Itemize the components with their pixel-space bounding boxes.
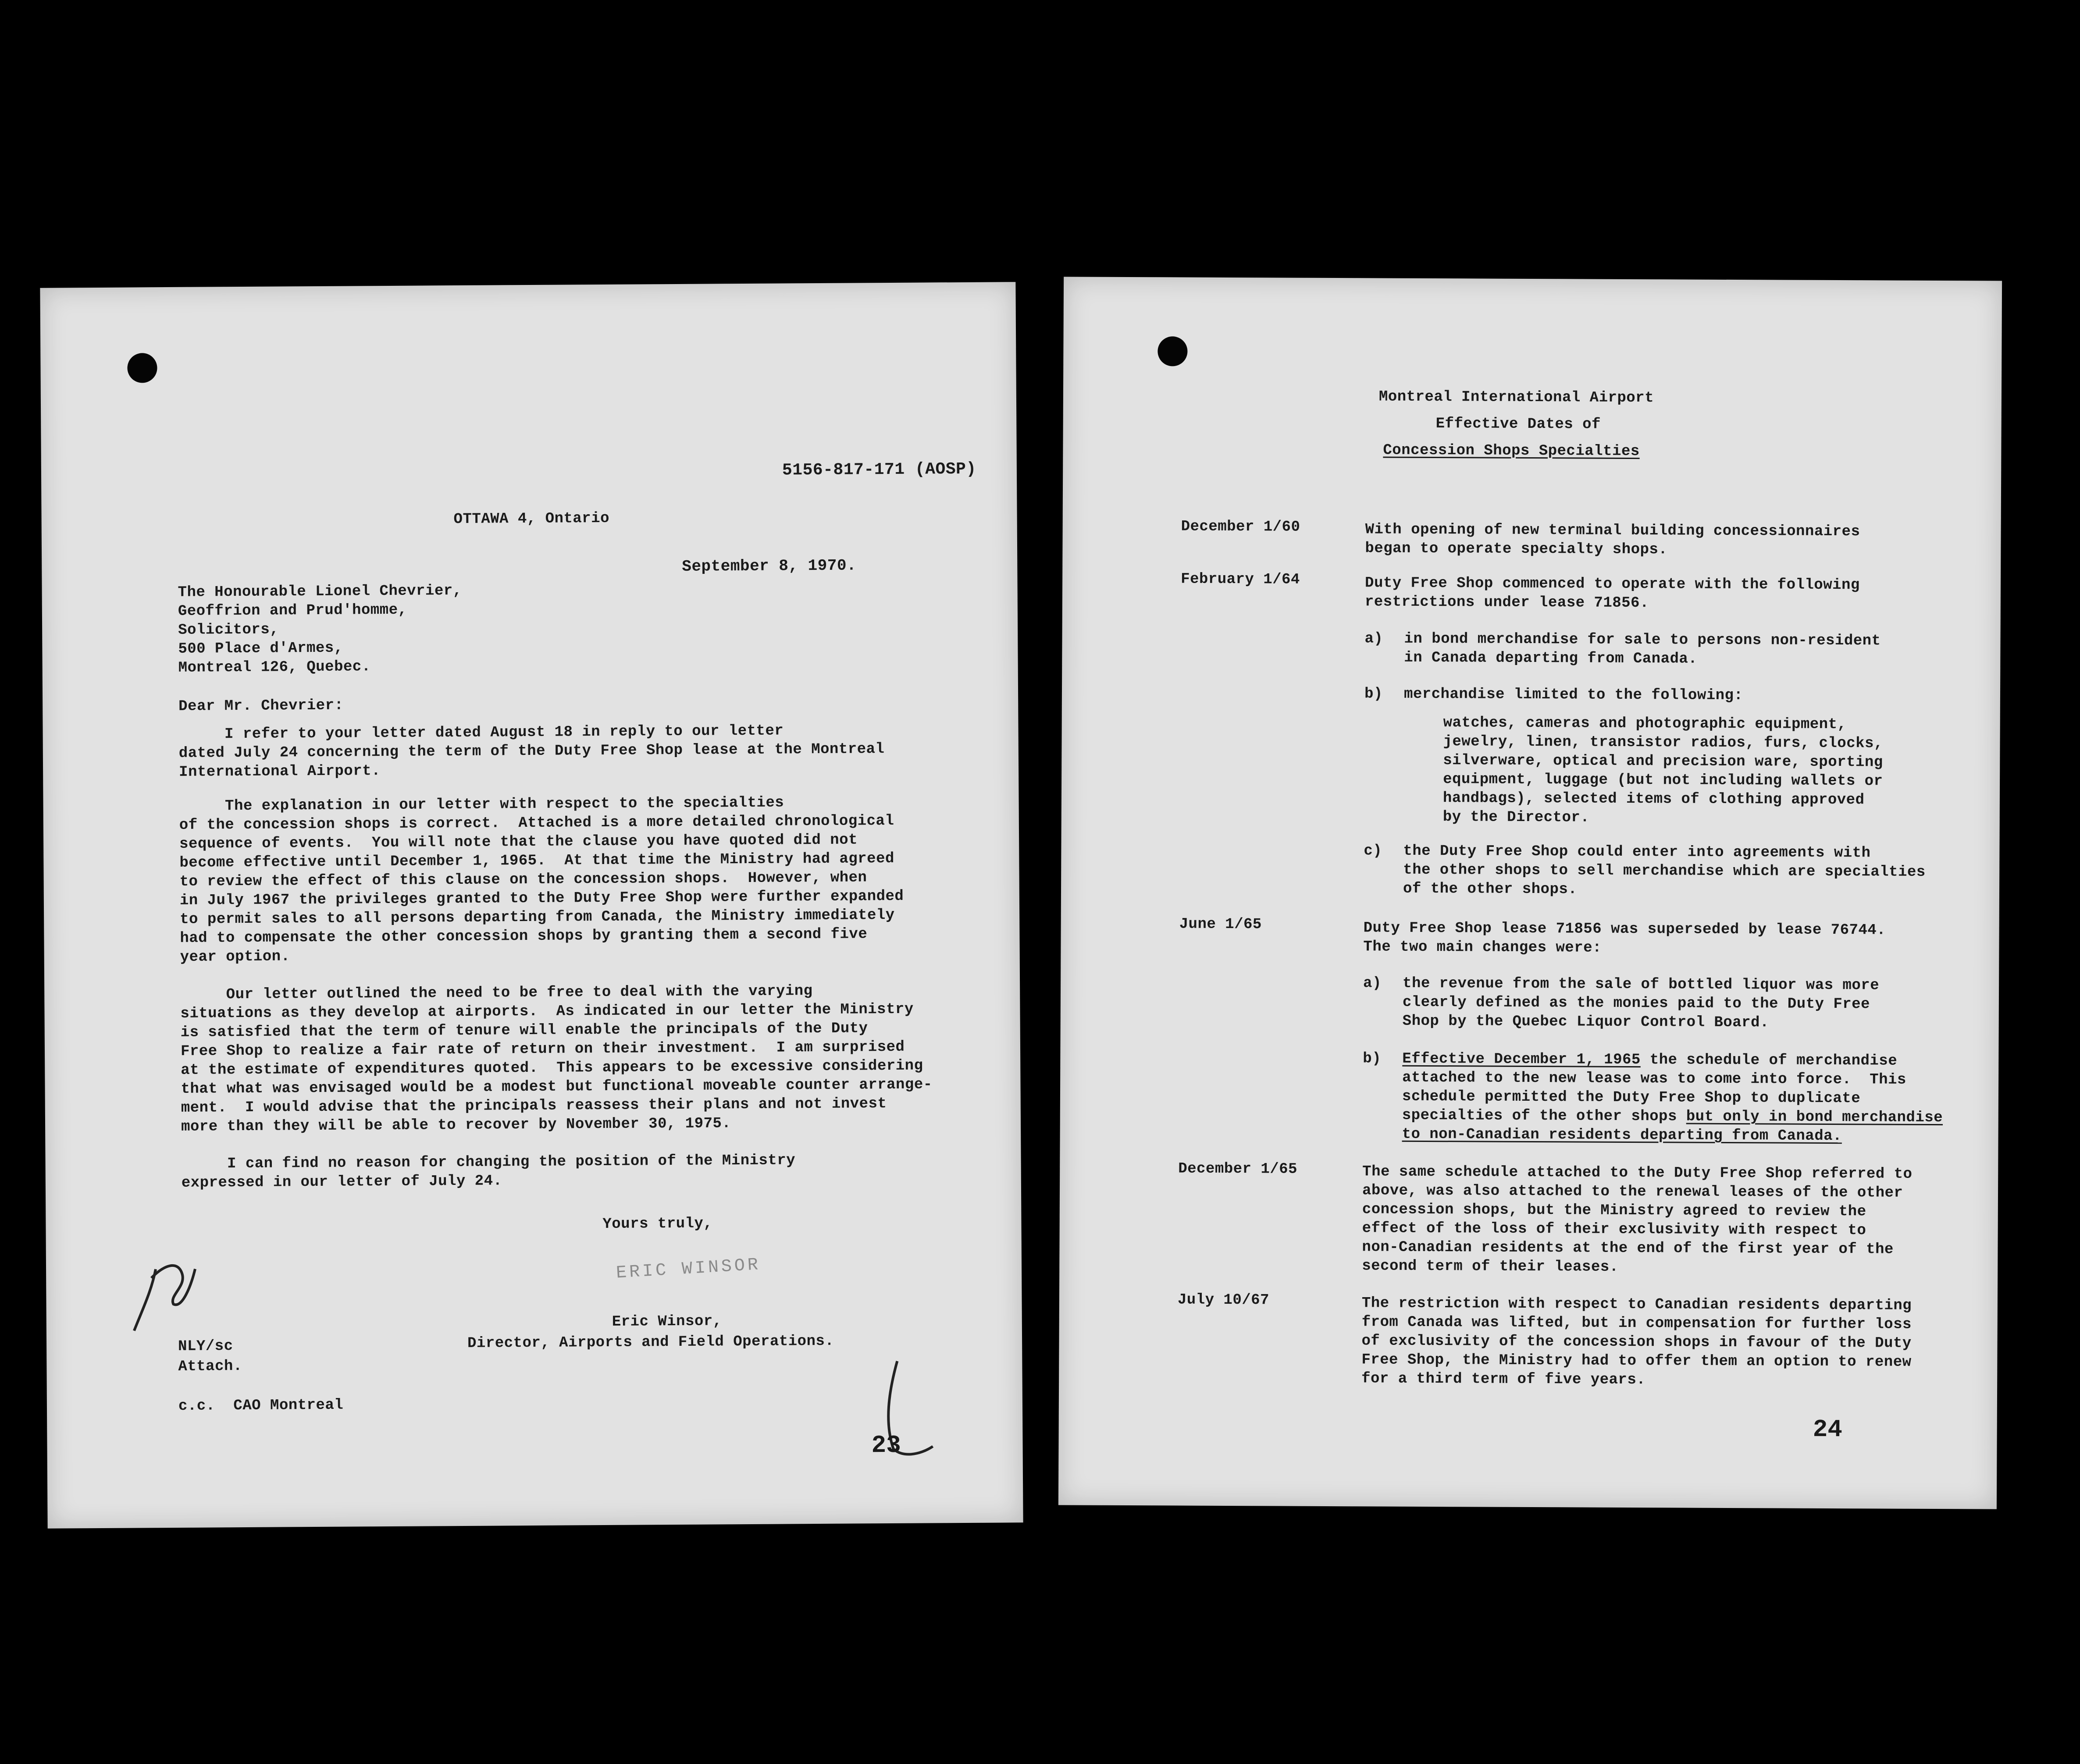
entry-text-line: The two main changes were: <box>1363 939 1602 957</box>
file-reference: 5156-817-171 (AOSP) <box>782 459 976 480</box>
sub-item-label: c) <box>1364 843 1382 860</box>
merchandise-list-line: handbags), selected items of clothing approved <box>1442 790 1865 809</box>
letter-page <box>40 282 1023 1529</box>
entry-text-line: from Canada was lifted, but in compensation for further loss <box>1361 1314 1912 1333</box>
paragraph-2-line: sequence of events. You will note that the clause you have quoted did not <box>179 832 858 853</box>
sub-item-text-line <box>1402 1106 1943 1127</box>
entry-text-line: With opening of new terminal building concessionnaires <box>1365 521 1860 541</box>
paragraph-2-line: had to compensate the other concession shops by granting them a second five <box>180 926 868 947</box>
merchandise-list-line: watches, cameras and photographic equipment, <box>1443 715 1847 733</box>
sub-item-text-rest: the schedule of merchandise <box>1640 1052 1898 1070</box>
paragraph-2-line: in July 1967 the privileges granted to the Duty Free Shop were further expanded <box>179 888 904 909</box>
schedule-title-line-3: Concession Shops Specialties <box>1383 442 1640 460</box>
paragraph-2-line: to permit sales to all persons departing from Canada, the Ministry immediately <box>180 907 895 928</box>
entry-text-line: effect of the loss of their exclusivity with respect to <box>1362 1220 1866 1239</box>
signer-name: Eric Winsor, <box>612 1313 722 1330</box>
typist-initials: NLY/sc <box>178 1338 233 1355</box>
paragraph-2-line: year option. <box>180 948 290 966</box>
sub-item-text: Shop by the Quebec Liquor Control Board. <box>1402 1013 1769 1031</box>
signature-stamp: ERIC WINSOR <box>616 1255 762 1284</box>
entry-date: February 1/64 <box>1181 571 1300 588</box>
paragraph-3-line: that what was envisaged would be a modest but functional moveable counter arrange- <box>181 1076 933 1098</box>
paragraph-2-line: become effective until December 1, 1965. At that time the Ministry had agreed <box>179 850 894 871</box>
entry-text-line: The restriction with respect to Canadian residents departing <box>1361 1295 1912 1314</box>
sub-item-text: the Duty Free Shop could enter into agreements with <box>1403 843 1871 862</box>
paragraph-2-line: of the concession shops is correct. Attached is a more detailed chronological <box>179 812 894 834</box>
entry-text-line: above, was also attached to the renewal leases of the other <box>1362 1182 1903 1202</box>
closing: Yours truly, <box>602 1215 713 1233</box>
recipient-line-1: The Honourable Lionel Chevrier, <box>178 582 462 601</box>
effective-date-underlined: Effective December 1, 1965 <box>1402 1050 1641 1069</box>
paragraph-2-line: The explanation in our letter with respect to the specialties <box>179 794 784 815</box>
entry-text-line: began to operate specialty shops. <box>1365 540 1668 558</box>
attachment-note: Attach. <box>178 1358 242 1375</box>
carbon-copy: c.c. CAO Montreal <box>178 1397 344 1415</box>
paragraph-4-line: I can find no reason for changing the position of the Ministry <box>181 1152 796 1173</box>
salutation: Dear Mr. Chevrier: <box>178 697 344 715</box>
paragraph-3-line: more than they will be able to recover by November 30, 1975. <box>181 1115 731 1135</box>
entry-text-line: non-Canadian residents at the end of the first year of the <box>1362 1239 1894 1258</box>
entry-text-line: concession shops, but the Ministry agreed to review the <box>1362 1201 1866 1220</box>
letter-location: OTTAWA 4, Ontario <box>453 510 610 528</box>
sub-item-text: clearly defined as the monies paid to the Duty Free <box>1402 994 1870 1013</box>
entry-date: July 10/67 <box>1177 1291 1270 1309</box>
sub-item-text: the revenue from the sale of bottled liquor was more <box>1403 975 1880 994</box>
page-number: 24 <box>1813 1415 1843 1444</box>
recipient-line-3: Solicitors, <box>178 621 279 639</box>
paragraph-3-line: Our letter outlined the need to be free to deal with the varying <box>180 983 813 1003</box>
sub-item-label: a) <box>1364 630 1383 647</box>
page-number: 23 <box>871 1431 901 1460</box>
sub-item-label: a) <box>1363 975 1382 992</box>
entry-text-line: for a third term of five years. <box>1361 1370 1646 1389</box>
sub-item-label: b) <box>1364 686 1383 703</box>
sub-item-text: in Canada departing from Canada. <box>1404 649 1698 668</box>
sub-item-text: attached to the new lease was to come into force. This <box>1402 1069 1906 1088</box>
recipient-line-4: 500 Place d'Armes, <box>178 640 343 658</box>
entry-text-line: Duty Free Shop commenced to operate with the following <box>1364 575 1860 594</box>
sub-item-text: schedule permitted the Duty Free Shop to duplicate <box>1402 1088 1861 1107</box>
sub-item-text: the other shops to sell merchandise which are specialties <box>1403 861 1926 881</box>
paragraph-2-line: to review the effect of this clause on the concession shops. However, when <box>179 869 867 890</box>
recipient-line-5: Montreal 126, Quebec. <box>178 658 371 676</box>
entry-date: June 1/65 <box>1179 916 1262 933</box>
sub-item-text: in bond merchandise for sale to persons non-resident <box>1404 630 1881 650</box>
sub-item-text: of the other shops. <box>1403 880 1578 898</box>
schedule-title-line-2: Effective Dates of <box>1435 416 1601 433</box>
paragraph-1-line: dated July 24 concerning the term of the Duty Free Shop lease at the Montreal <box>178 741 885 762</box>
sub-item-text-plain: specialties of the other shops <box>1402 1107 1686 1125</box>
paragraph-4-line: expressed in our letter of July 24. <box>181 1173 502 1191</box>
punch-hole <box>127 353 157 383</box>
punch-hole <box>1158 336 1187 366</box>
sub-item-text-line <box>1402 1050 1897 1071</box>
letter-date: September 8, 1970. <box>682 556 857 576</box>
merchandise-list-line: by the Director. <box>1442 809 1590 826</box>
sub-item-label: b) <box>1363 1050 1382 1067</box>
entry-text-line: The same schedule attached to the Duty Free Shop referred to <box>1362 1163 1913 1183</box>
paragraph-1-line: I refer to your letter dated August 18 in reply to our letter <box>178 722 784 743</box>
entry-text-line: Duty Free Shop lease 71856 was superseded by lease 76744. <box>1363 920 1886 939</box>
paragraph-1-line: International Airport. <box>179 763 381 781</box>
paragraph-3-line: is satisfied that the term of tenure will enable the principals of the Duty <box>180 1020 868 1041</box>
handwritten-initials <box>125 1243 204 1340</box>
paragraph-3-line: situations as they develop at airports. As indicated in our letter the Ministry <box>180 1001 914 1022</box>
schedule-title-line-1: Montreal International Airport <box>1378 388 1654 407</box>
entry-date: December 1/65 <box>1178 1160 1298 1178</box>
paragraph-3-line: ment. I would advise that the principals reassess their plans and not invest <box>181 1095 887 1117</box>
restriction-underlined: to non-Canadian residents departing from Canada. <box>1402 1126 1842 1145</box>
entry-date: December 1/60 <box>1181 518 1300 536</box>
sub-item-text: merchandise limited to the following: <box>1403 686 1743 704</box>
entry-text-line: second term of their leases. <box>1362 1258 1619 1276</box>
paragraph-3-line: Free Shop to realize a fair rate of return on their investment. I am surprised <box>180 1038 905 1060</box>
entry-text-line: Free Shop, the Ministry had to offer them an option to renew <box>1361 1351 1912 1371</box>
merchandise-list-line: silverware, optical and precision ware, sporting <box>1443 752 1883 771</box>
schedule-page <box>1058 277 2002 1509</box>
signer-title: Director, Airports and Field Operations. <box>467 1333 834 1352</box>
merchandise-list-line: jewelry, linen, transistor radios, furs, clocks, <box>1443 733 1883 752</box>
paragraph-3-line: at the estimate of expenditures quoted. This appears to be excessive considering <box>181 1057 923 1079</box>
merchandise-list-line: equipment, luggage (but not including wallets or <box>1443 771 1883 790</box>
entry-text-line: restrictions under lease 71856. <box>1364 594 1649 612</box>
entry-text-line: of exclusivity of the concession shops in favour of the Duty <box>1361 1333 1912 1352</box>
recipient-line-2: Geoffrion and Prud'homme, <box>178 601 407 620</box>
restriction-underlined: but only in bond merchandise <box>1686 1108 1943 1127</box>
